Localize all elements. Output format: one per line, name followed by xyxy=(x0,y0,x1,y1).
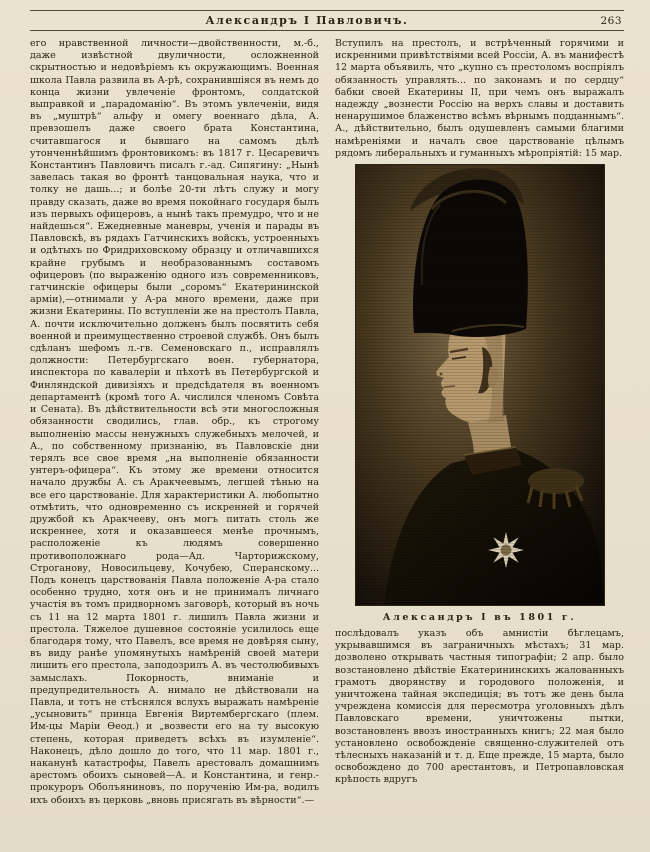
portrait-engraving xyxy=(356,165,604,605)
portrait-caption: Александръ I въ 1801 г. xyxy=(382,612,577,624)
right-column-top-text: Вступилъ на престолъ, и встрѣченный горячими и искренними привѣтствіями всей Россіи, А. въ манифестѣ 12 марта объявилъ, что „купно съ престоломъ воспріялъ обязанность управлять... по законамъ и по сердцу“ бабки своей Екатерины II, при чемъ онъ выражалъ надежду „вознести Россію на верхъ славы и доставить ненарушимое блаженство всѣмъ вѣрнымъ подданнымъ“. А., дѣйствительно, былъ одушевленъ самыми благими намѣреніями и началъ свое царствованіе цѣлымъ рядомъ либеральныхъ и гуманныхъ мѣропріятій: 15 мар. xyxy=(335,38,624,159)
left-column-text: его нравственной личности—двойственности, м.-б., даже извѣстной двуличности, осложненной скрытностью и недовѣріемъ къ окружающимъ. Военная школа Павла развила въ А-рѣ, сохранившіяся въ немъ до конца жизни увлеченіе фронтомъ, солдатской выправкой и „парадоманію“. Въ этомъ увлеченіи, видя въ „муштрѣ“ альфу и омегу военнаго дѣла, А. превзошелъ даже своего брата Константина, считавшагося и бывшаго на самомъ дѣлѣ утонченнѣйшимъ фронтовикомъ: въ 1817 г. Цесаревичъ Константинъ Павловичъ писалъ г.-ад. Сипягину: „Нынѣ завелась такая во фронтѣ танцовальная наука, что и толку не дашь...; и болѣе 20-ти лѣтъ служу и могу правду сказать, даже во время покойнаго государя былъ изъ первыхъ офицеровъ, а нынѣ такъ премудро, что и не найдешься“. Ежедневные маневры, ученія и парады въ Павловскѣ, въ рядахъ Гатчинскихъ войскъ, устроенныхъ и одѣтыхъ по Фридриховскому образцу и отличавшихся крайне грубымъ и необразованнымъ составомъ офицеровъ (по выраженію одного изъ современниковъ, гатчинскіе офицеры были „соромъ“ Екатерининской арміи),—отнимали у А-ра много времени, даже при жизни Екатерины. По вступленіи же на престолъ Павла, А. почти исключительно долженъ былъ посвятить себя военной и преимущественно строевой службѣ. Онъ былъ сдѣланъ шефомъ л.-гв. Семеновскаго п., исправлялъ должности: Петербургскаго воен. губернатора, инспектора по кавалеріи и пѣхотѣ въ Петербургской и Финляндской дивизіяхъ и предсѣдателя въ военномъ департаментѣ (кромѣ того А. числился членомъ Совѣта и Сената). Въ дѣйствительности всѣ эти многосложныя обязанности сводились, глав. обр., къ строгому выполненію массы ненужныхъ служебныхъ мелочей, и А., по собственному признанію, въ Павловскіе дни терялъ все свое время „на выполненіе обязанности унтеръ-офицера“. Къ этому же времени относится начало дружбы А. съ Аракчеевымъ, легшей тѣнью на все его царствованіе. Для характеристики А. любопытно отмѣтить, что одновременно съ искренней и горячей дружбой къ Аракчееву, онъ могъ питать столь же искреннее, хотя и оказавшееся менѣе прочнымъ, расположеніе къ людямъ совершенно противоположнаго рода—Ад. Чарторижскому, Строганову, Новосильцеву, Кочубею, Сперанскому... Подъ конецъ царствованія Павла положеніе А-ра стало особенно трудно, хотя онъ и не принималъ личнаго участія въ томъ придворномъ заговорѣ, который въ ночь съ 11 на 12 марта 1801 г. лишилъ Павла жизни и престола. Тяжелое душевное состояніе усилилось еще благодаря тому, что Павелъ, все время не довѣряя сыну, въ виду ранѣе упомянутыхъ намѣреній своей матери лишить его престола, заподозрилъ А. въ честолюбивыхъ замыслахъ. Покорность, вниманіе и предупредительность А. нимало не дѣйствовали на Павла, и тотъ не стѣснялся вслухъ выражать намѣреніе „усыновить“ принца Евгенія Виртембергскаго (плем. Им-цы Маріи Ѳеод.) и „возвести его на ту высокую степень, которая приведетъ всѣхъ въ изумленіе“. Наконецъ, дѣло дошло до того, что 11 мар. 1801 г., наканунѣ катастрофы, Павелъ арестовалъ домашнимъ арестомъ обоихъ сыновей—А. и Константина, и генр.-прокуроръ Оболъяниновъ, по порученію Им-ра, водилъ ихъ обоихъ въ церковь „вновь присягать въ вѣрности“.— xyxy=(30,38,319,806)
running-title: Александръ I Павловичъ. xyxy=(205,14,409,27)
page-number: 263 xyxy=(600,14,622,27)
page-header xyxy=(30,10,624,31)
right-column xyxy=(335,38,624,838)
left-column xyxy=(30,38,319,838)
right-column-bottom-text: послѣдовалъ указъ объ амнистіи бѣглецамъ, укрывавшимся въ заграничныхъ мѣстахъ; 31 мар. дозволено открывать частныя типографіи; 2 апр. было возстановлено дѣйствіе Екатерининскихъ жалованныхъ грамотъ дворянству и городового положенія, и уничтожена тайная экспедиція; въ тотъ же день была учреждена комиссія для пересмотра уголовныхъ дѣлъ Павловскаго времени, уничтожены пытки, возстановленъ ввозъ иностранныхъ книгъ; 22 мая было установлено освобожденіе священно-служителей отъ тѣлесныхъ наказаній и т. д. Еще прежде, 15 марта, было освобождено до 700 арестантовъ, и Петропавловская крѣпость вдругъ xyxy=(335,628,624,786)
portrait-figure xyxy=(335,164,624,623)
portrait-image xyxy=(355,164,605,606)
text-columns xyxy=(30,38,624,838)
